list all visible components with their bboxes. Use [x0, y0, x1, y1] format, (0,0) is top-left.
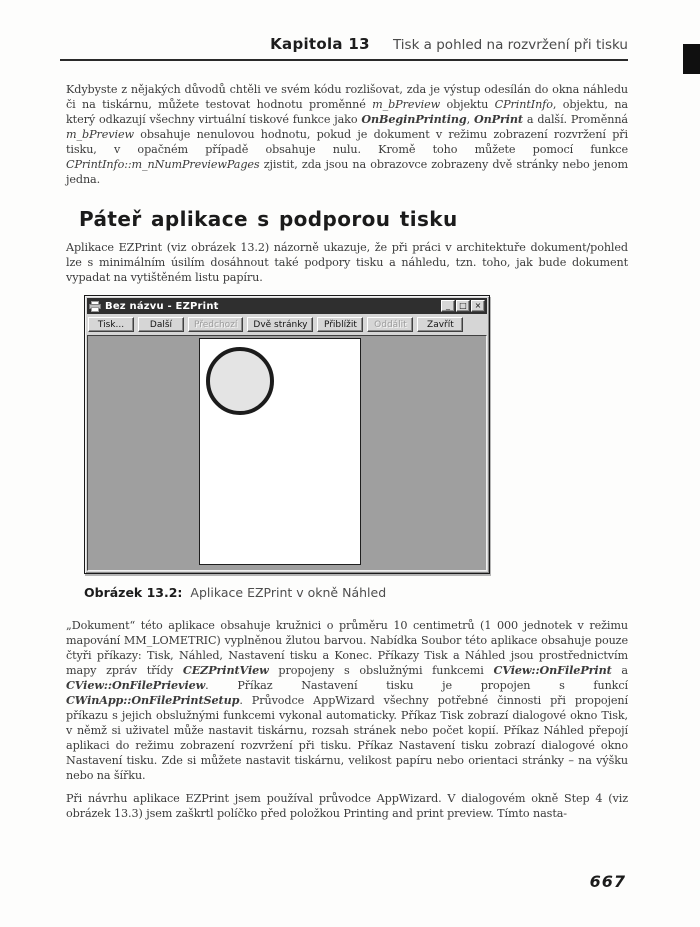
- toolbar-button-next-page[interactable]: Další: [138, 317, 184, 332]
- page-content: [0, 82, 700, 821]
- toolbar-button-print[interactable]: Tisk...: [88, 317, 134, 332]
- text-run: a další. Proměnná: [523, 113, 628, 126]
- caption-text: Aplikace EZPrint v okně Náhled: [190, 585, 387, 600]
- text-run: . Průvodce AppWizard všechny potřebné činnosti při propojení příkazu s jejich obslužnými funkcemi vykonal automaticky. Příkaz Tisk zobrazí dialogové okno Tisk, v němž si uživatel může nastavit tiskárnu, rozsah stránek nebo počet kopií. Příkaz Náhled přepojí aplikaci do režimu zobrazení rozvržení při tisku. Příkaz Nastavení tisku zobrazí dialogové okno Nastavení tisku. Zde si můžete nastavit tiskárnu, velikost papíru nebo orientaci stránky – na výšku nebo na šířku.: [66, 694, 628, 782]
- text-run: zjistit, zda jsou na obrazovce zobrazeny dvě stránky nebo jenom jedna.: [66, 158, 628, 186]
- toolbar-button-close[interactable]: Zavřít: [417, 317, 463, 332]
- text-run: Kdybyste z nějakých důvodů chtěli ve svém kódu rozlišovat, zda je výstup odesílán do okna náhledu či na tiskárnu, můžete testovat hodnotu proměnné: [66, 83, 628, 111]
- code-identifier: CEZPrintView: [182, 663, 269, 677]
- window-controls: [441, 300, 485, 312]
- text-run: propojeny s obslužnými funkcemi: [268, 664, 494, 677]
- text-run: ,: [466, 113, 474, 126]
- chapter-title: Tisk a pohled na rozvržení při tisku: [392, 37, 628, 53]
- header-rule: [60, 59, 628, 61]
- toolbar-button-zoom-in[interactable]: Přiblížit: [317, 317, 363, 332]
- text-run: obsahuje nenulovou hodnotu, pokud je dokument v režimu zobrazení rozvržení při tisku, v opačném případě obsahuje nulu. Kromě toho můžete pomocí funkce: [66, 128, 628, 156]
- ezprint-app-icon: [89, 301, 101, 312]
- ezprint-window: [84, 295, 490, 574]
- code-identifier: m_bPreview: [66, 128, 134, 141]
- text-run: objektu: [440, 98, 495, 111]
- figure-caption: [84, 585, 628, 600]
- code-identifier: CPrintInfo::m_nNumPreviewPages: [66, 158, 260, 171]
- toolbar-button-zoom-out[interactable]: Oddálit: [367, 317, 413, 332]
- code-identifier: CView::OnFilePrint: [493, 663, 612, 677]
- chapter-thumb-tab: [683, 44, 700, 74]
- circle-drawing: [206, 347, 274, 415]
- toolbar-button-two-page[interactable]: Dvě stránky: [247, 317, 313, 332]
- text-run: Při návrhu aplikace EZPrint jsem používal průvodce AppWizard. V dialogovém okně Step 4 (viz obrázek 13.3) jsem zaškrtl políčko před položkou Printing and print preview. Tímto nasta-: [66, 792, 628, 820]
- window-title: Bez názvu - EZPrint: [105, 300, 219, 312]
- paragraph-1: [66, 82, 628, 187]
- chapter-header: [0, 0, 700, 53]
- text-run: . Příkaz Nastavení tisku je propojen s funkcí: [205, 679, 628, 692]
- chapter-number: Kapitola 13: [270, 35, 370, 53]
- minimize-button[interactable]: _: [441, 300, 455, 312]
- preview-page: [199, 338, 361, 565]
- preview-area: [87, 335, 487, 571]
- section-heading: Páteř aplikace s podporou tisku: [79, 207, 458, 231]
- code-identifier: OnPrint: [473, 112, 523, 126]
- code-identifier: CWinApp::OnFilePrintSetup: [66, 693, 240, 707]
- code-identifier: CPrintInfo: [494, 98, 553, 111]
- text-run: , objektu, na který odkazují všechny virtuální tiskové funkce jako: [66, 98, 628, 126]
- text-run: a: [611, 664, 629, 677]
- paragraph-3: [66, 618, 628, 783]
- close-button[interactable]: ×: [471, 300, 485, 312]
- paragraph-4: [66, 791, 628, 821]
- figure-ezprint-screenshot: [84, 295, 628, 574]
- toolbar-button-prev-page[interactable]: Předchozí: [188, 317, 243, 332]
- print-preview-toolbar: [87, 314, 487, 334]
- code-identifier: m_bPreview: [372, 98, 441, 111]
- paragraph-2: [66, 240, 628, 285]
- maximize-button[interactable]: □: [456, 300, 470, 312]
- code-identifier: OnBeginPrinting: [361, 112, 467, 126]
- code-identifier: CView::OnFilePrieview: [66, 678, 206, 692]
- page-number: 667: [589, 872, 626, 891]
- text-run: „Dokument“ této aplikace obsahuje kružnici o průměru 10 centimetrů (1 000 jednotek v režimu mapování MM_LOMETRIC) vyplněnou žlutou barvou. Nabídka Soubor této aplikace obsahuje pouze čtyři příkazy: Tisk, Náhled, Nastavení tisku a Konec. Příkazy Tisk a Náhled jsou prostřednictvím mapy zpráv třídy: [66, 619, 628, 677]
- window-titlebar[interactable]: [87, 298, 487, 314]
- caption-label: Obrázek 13.2:: [84, 585, 183, 600]
- text-run: Aplikace EZPrint (viz obrázek 13.2) názorně ukazuje, že při práci v architektuře dokument/pohled lze s minimálním úsilím dosáhnout také podpory tisku a náhledu, tzn. toho, jak bude dokument vypadat na vytištěném listu papíru.: [66, 241, 628, 284]
